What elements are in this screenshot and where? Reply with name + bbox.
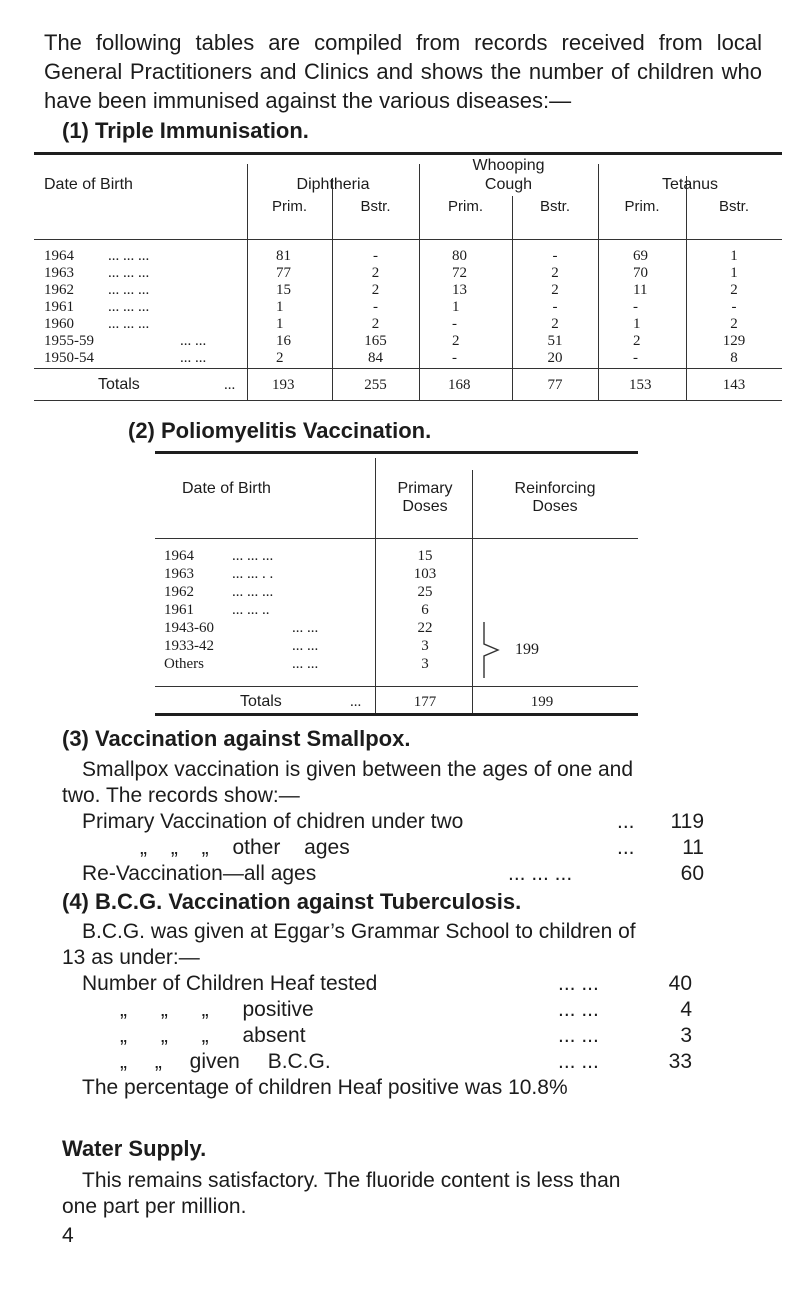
bcg-heading: (4) B.C.G. Vaccination against Tuberculosis. [62, 889, 522, 914]
bcg-paragraph-line1: B.C.G. was given at Eggar’s Grammar School to children of [82, 920, 636, 943]
smallpox-paragraph-line2: two. The records show:— [62, 784, 300, 807]
reinforcing-group-value: 199 [515, 641, 539, 658]
polio-bottom-rule [155, 713, 638, 716]
col-primary-doses-2: Doses [402, 498, 448, 515]
triple-top-rule [34, 152, 782, 155]
subcol-bstr: Bstr. [718, 198, 749, 215]
polio-heading: (2) Poliomyelitis Vaccination. [128, 418, 432, 443]
polio-top-rule [155, 451, 638, 454]
smallpox-heading: (3) Vaccination against Smallpox. [62, 726, 411, 751]
subcol-bstr: Bstr. [539, 198, 570, 215]
col-reinforcing-doses: Reinforcing [514, 480, 596, 497]
col-primary-doses: Primary [397, 480, 453, 497]
col-tetanus: Tetanus [661, 176, 719, 193]
group-brace-icon [480, 620, 504, 680]
col-whooping: Whooping [472, 157, 545, 174]
subcol-prim: Prim. [272, 198, 307, 215]
subcol-bstr: Bstr. [360, 198, 391, 215]
col-date-of-birth: Date of Birth [182, 480, 271, 497]
col-date-of-birth: Date of Birth [44, 176, 133, 193]
col-diphtheria: Diphtheria [296, 176, 370, 193]
document-page: The following tables are compiled from records received from local General Practitioners and Clinics and shows the number of children who have been immunised against the various diseases:— (1) Triple Immunisation. Date of Birth Diphtheria Whooping Cough Tetanus Prim. Bstr. Prim. Bstr. Prim. Bstr. 1964 ... ... ... 81 - 80 - 69 1 1963 ... ... ... 77 2 72 2 70 1 1962 ... ... ... 15 2 13 2 11 2 1961 ... ... ... 1 - 1 - - - 1960 ... ... ... 1 2 - 2 1 2 1955-59 ... ... 16 165 2 51 2 129 1950-54 ... ... 2 84 - 20 - 8 Totals ... 193 255 168 77 153 143 (2) Poliomyelitis Vaccination. Date of Birth Primary Doses Reinforcing Doses 1964 ... ... ... 15 1963 ... ... . . 103 1962 ... ... ... 25 1961 ... ... .. 6 1943-60 ... ... 22 1933-42 ... ... 3 Others ... ... 3 199 Totals ... 177 199 (3) Vaccination against Smallpox. Smallpox vaccination is given between the ages of one and two. The records show:— Primary Vaccination of chidren under two ... 119 „ „ „ other ages ... 11 Re-Vaccination—all ages ... ... ... 60 (4) B.C.G. Vaccination against Tuberculosis. B.C.G. was given at Eggar’s Grammar School to children of 13 as under:— Number of Children Heaf tested ... ... 40 „ „ „ positive ... ... 4 „ „ „ absent ... ... 3 „ „ given B.C.G. ... ... 33 The percentage of children Heaf positive was 10.8% Water Supply. This remains satisfactory. The fluoride content is less than one part per million. 4 [0, 0, 800, 1305]
smallpox-paragraph-line1: Smallpox vaccination is given between the ages of one and [82, 758, 634, 781]
triple-heading: (1) Triple Immunisation. [62, 118, 309, 143]
subcol-prim: Prim. [624, 198, 660, 215]
bcg-paragraph-line2: 13 as under:— [62, 946, 200, 969]
water-heading: Water Supply. [62, 1136, 207, 1161]
bcg-percentage: The percentage of children Heaf positive was 10.8% [82, 1076, 568, 1099]
water-paragraph-line1: This remains satisfactory. The fluoride content is less than [82, 1169, 621, 1192]
intro-paragraph: The following tables are compiled from records received from local General Practitioners and Clinics and shows the number of children who have been immunised against the various diseases:— [44, 30, 762, 113]
col-cough: Cough [484, 176, 533, 193]
subcol-prim: Prim. [448, 198, 483, 215]
page-number: 4 [62, 1224, 74, 1247]
water-paragraph-line2: one part per million. [62, 1195, 247, 1218]
col-reinforcing-doses-2: Doses [532, 498, 578, 515]
